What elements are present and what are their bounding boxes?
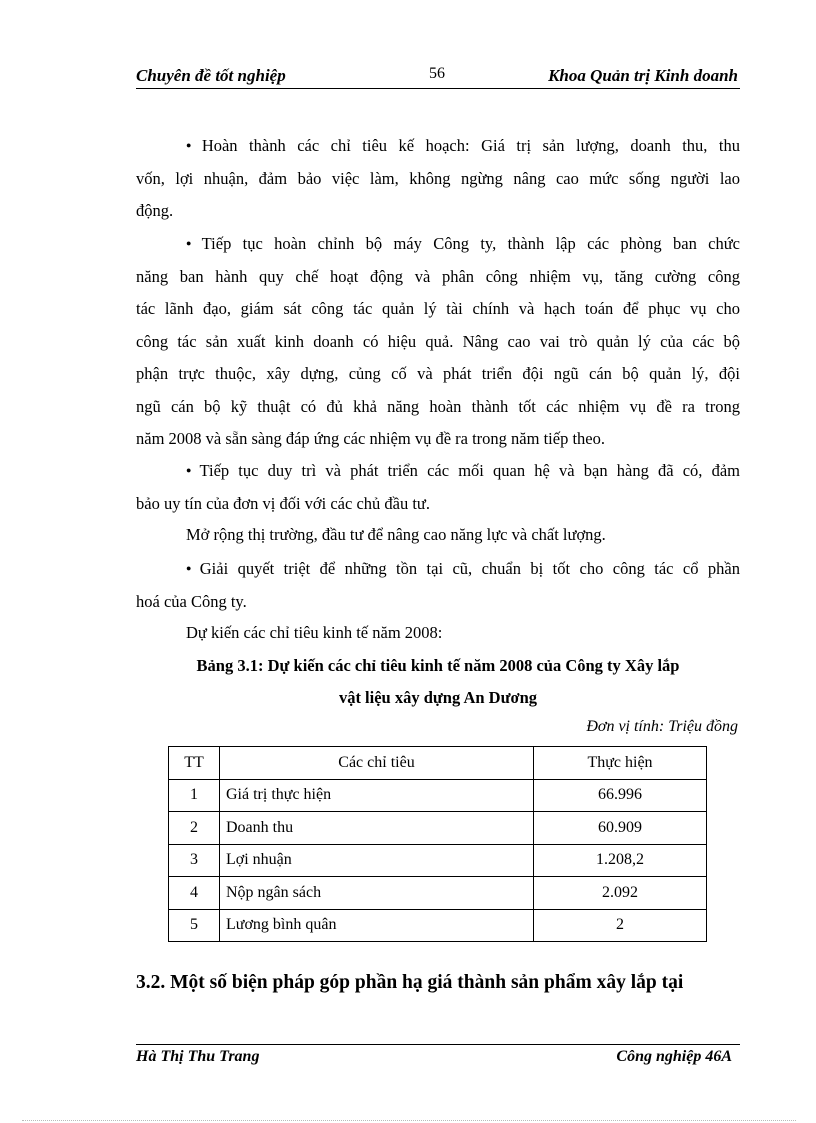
section-heading: 3.2. Một số biện pháp góp phần hạ giá thành sản phẩm xây lắp tại (136, 972, 684, 993)
footer-class: Công nghiệp 46A (616, 1048, 732, 1065)
paragraph-5 (136, 552, 740, 618)
table-cell: 60.909 (534, 812, 707, 845)
paragraph-line: Mở rộng thị trường, đầu tư để nâng cao năng lực và chất lượng. (186, 525, 606, 544)
paragraph-2 (136, 227, 740, 456)
table-row (169, 812, 707, 845)
table-cell: 2 (169, 812, 220, 845)
paragraph-line: năng ban hành quy chế hoạt động và phân công nhiệm vụ, tăng cường công (136, 266, 740, 286)
table-row (169, 844, 707, 877)
page-number: 56 (429, 65, 445, 82)
page-footer (136, 1044, 740, 1069)
table-cell: 1 (169, 779, 220, 812)
table-cell: Lương bình quân (220, 909, 534, 942)
table-cell: 3 (169, 844, 220, 877)
footer-author: Hà Thị Thu Trang (136, 1048, 260, 1065)
paragraph-line: Dự kiến các chỉ tiêu kinh tế năm 2008: (186, 623, 443, 642)
unit-label: Đơn vị tính: Triệu đồng (586, 718, 738, 735)
page-edge-divider (22, 1120, 796, 1121)
table-cell: 4 (169, 877, 220, 910)
paragraph-line: vốn, lợi nhuận, đảm bảo việc làm, không ngừng nâng cao mức sống người lao (136, 168, 740, 188)
bullet-icon: ● (186, 140, 199, 150)
paragraph-line: ● Hoàn thành các chỉ tiêu kế hoạch: Giá trị sản lượng, doanh thu, thu (186, 136, 740, 155)
header-title: Chuyên đề tốt nghiệp (136, 66, 286, 85)
table-caption-line: vật liệu xây dựng An Dương (338, 688, 538, 707)
paragraph-line: ● Giải quyết triệt để những tồn tại cũ, chuẩn bị tốt cho công tác cổ phần (186, 559, 741, 578)
paragraph-line: ngũ cán bộ kỹ thuật có đủ khả năng hoàn thành tốt các nhiệm vụ đề ra trong (136, 396, 740, 416)
paragraph-line: phận trực thuộc, xây dựng, củng cố và phát triển đội ngũ cán bộ quản lý, đội (136, 364, 740, 383)
paragraph-line: ● Tiếp tục duy trì và phát triển các mối quan hệ và bạn hàng đã có, đảm (186, 461, 740, 480)
paragraph-line: hoá của Công ty. (136, 591, 247, 611)
paragraph-line: bảo uy tín của đơn vị đối với các chủ đầu tư. (136, 493, 430, 513)
bullet-icon: ● (186, 563, 197, 573)
table-cell: 2 (534, 909, 707, 942)
paragraph-line: tác lãnh đạo, giám sát công tác quản lý tài chính và hạch toán để phục vụ cho (136, 299, 740, 318)
paragraph-line: công tác sản xuất kinh doanh có hiệu quả. Nâng cao vai trò quản lý của các bộ (136, 331, 740, 351)
bullet-icon: ● (186, 238, 199, 248)
table-cell: Giá trị thực hiện (220, 779, 534, 812)
table-cell: 2.092 (534, 877, 707, 910)
bullet-icon: ● (186, 465, 197, 475)
table-row (169, 877, 707, 910)
indicators-table (168, 746, 707, 942)
header-department: Khoa Quản trị Kinh doanh (548, 66, 738, 85)
table-cell: 66.996 (534, 779, 707, 812)
column-header: TT (169, 747, 220, 780)
table-caption-line: Bảng 3.1: Dự kiến các chỉ tiêu kinh tế năm 2008 của Công ty Xây lắp (196, 656, 680, 675)
column-header: Các chỉ tiêu (220, 747, 534, 780)
table-cell: 1.208,2 (534, 844, 707, 877)
table-row (169, 909, 707, 942)
paragraph-1 (136, 129, 740, 228)
table-header-row (169, 747, 707, 780)
table-cell: 5 (169, 909, 220, 942)
page-header (136, 62, 740, 89)
paragraph-3 (136, 454, 740, 520)
table-row (169, 779, 707, 812)
table-cell: Nộp ngân sách (220, 877, 534, 910)
table-cell: Doanh thu (220, 812, 534, 845)
paragraph-4 (136, 519, 740, 552)
table-cell: Lợi nhuận (220, 844, 534, 877)
paragraph-line: động. (136, 201, 174, 220)
paragraph-6 (136, 617, 740, 650)
paragraph-line: năm 2008 và sẵn sàng đáp ứng các nhiệm vụ đề ra trong năm tiếp theo. (136, 429, 605, 448)
table-caption (136, 650, 740, 714)
paragraph-line: ● Tiếp tục hoàn chỉnh bộ máy Công ty, thành lập các phòng ban chức (186, 234, 741, 253)
column-header: Thực hiện (534, 747, 707, 780)
